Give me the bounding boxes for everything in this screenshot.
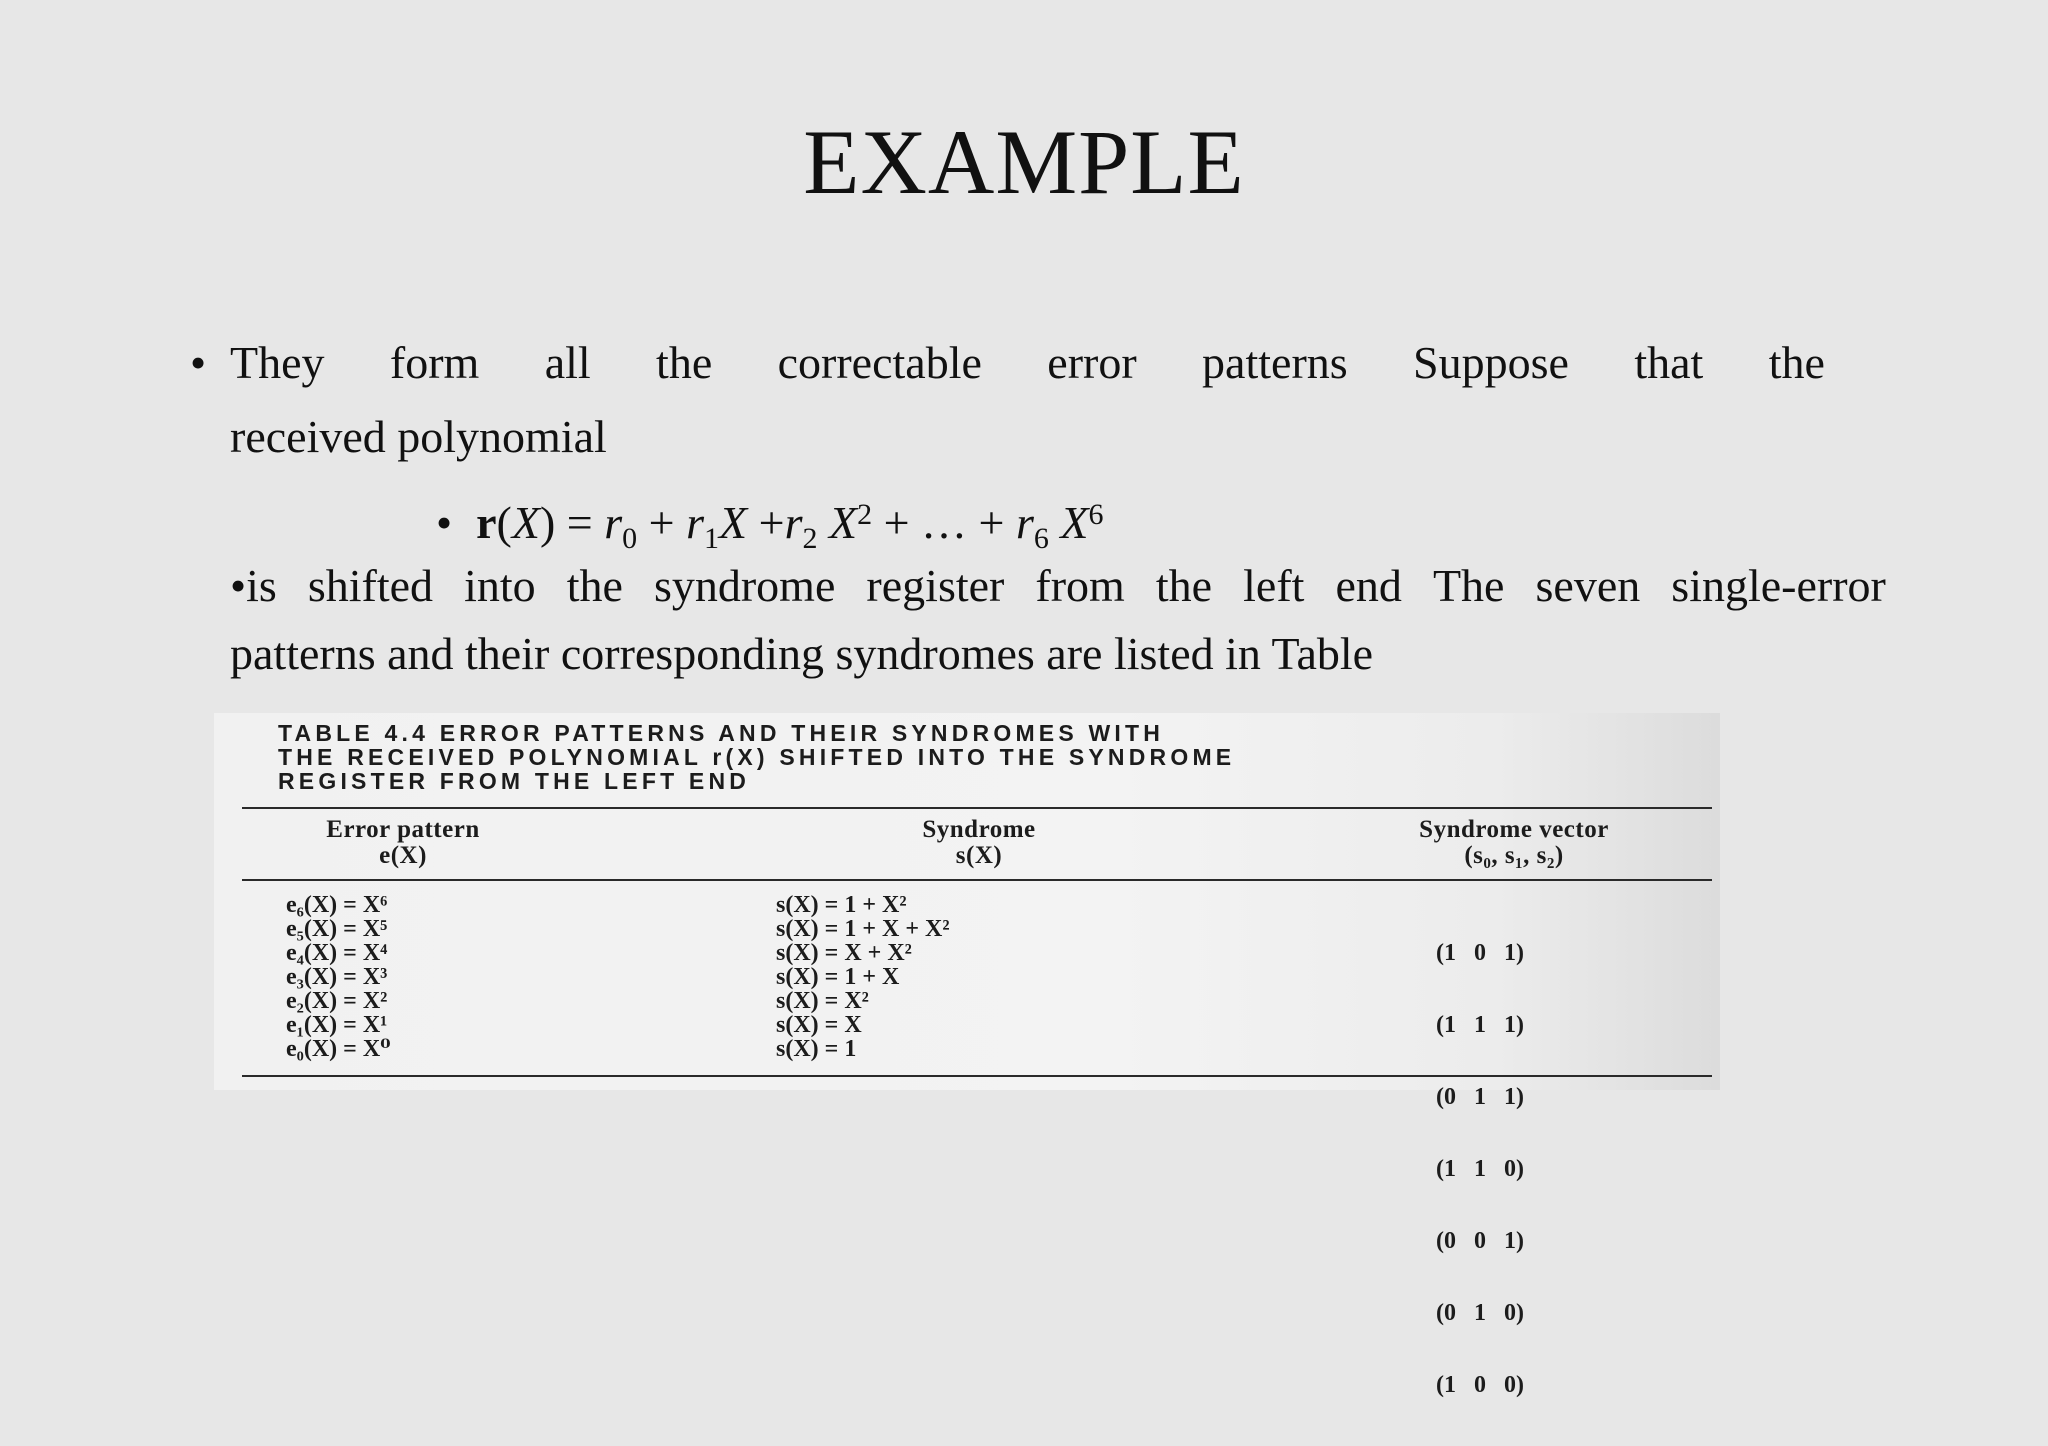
bullet-line-1: They form all the correctable error patterns Suppose that the <box>230 337 1825 388</box>
table-row: s(X) = 1 + X² <box>776 892 907 918</box>
table-row: (1 0 1) <box>1436 940 1524 966</box>
table-row: e₅(X) = X⁵ <box>286 916 388 942</box>
table-row: e₃(X) = X³ <box>286 964 388 990</box>
syndrome-table-image <box>214 713 1720 1398</box>
header-error-pattern: Error pattern e(X) <box>326 816 480 869</box>
received-polynomial-formula: • $r(X) = r_0 + r_1X +r_2$ $X^2$ + … + $r_6$ $X^6$ <box>436 497 1104 555</box>
table-row: s(X) = X² <box>776 988 869 1014</box>
paragraph-line-1: •is shifted into the syndrome register from the left end The seven single-error <box>230 560 1886 611</box>
table-row: s(X) = X <box>776 1012 862 1038</box>
shift-register-paragraph <box>230 552 1886 688</box>
table-row: (0 1 1) <box>1436 1084 1524 1110</box>
table-row: (1 1 1) <box>1436 1012 1524 1038</box>
header-syndrome: Syndrome s(X) <box>922 816 1036 869</box>
sub-bullet-point: • <box>436 497 453 548</box>
header-syndrome-vector: Syndrome vector (s₀, s₁, s₂) <box>1419 816 1609 869</box>
table-row: (1 0 0) <box>1436 1372 1524 1398</box>
table-row: e₄(X) = X⁴ <box>286 940 388 966</box>
column-syndrome-vector <box>1436 893 1524 1445</box>
table-row: e₂(X) = X² <box>286 988 388 1014</box>
table-row: e₀(X) = X⁰ <box>286 1036 391 1062</box>
bullet-line-2: received polynomial <box>230 411 607 462</box>
table-header-rule <box>242 879 1712 881</box>
column-error-pattern <box>286 893 391 1061</box>
table-row: s(X) = 1 + X + X² <box>776 916 950 942</box>
table-bottom-rule <box>242 1075 1712 1077</box>
table-row: (1 1 0) <box>1436 1156 1524 1182</box>
table-row: s(X) = 1 <box>776 1036 857 1062</box>
table-caption: TABLE 4.4 ERROR PATTERNS AND THEIR SYNDROMES WITH THE RECEIVED POLYNOMIAL r(X) SHIFTED INTO THE SYNDROME REGISTER FROM THE LEFT END <box>278 720 1236 794</box>
slide-title: EXAMPLE <box>803 111 1245 213</box>
bullet-point: • <box>190 337 207 388</box>
table-row: e₁(X) = X¹ <box>286 1012 388 1038</box>
column-syndrome <box>776 893 950 1061</box>
paragraph-line-2: patterns and their corresponding syndromes are listed in Table <box>230 628 1374 679</box>
table-row: e₆(X) = X⁶ <box>286 892 388 918</box>
table-row: (0 1 0) <box>1436 1300 1524 1326</box>
table-row: s(X) = X + X² <box>776 940 912 966</box>
table-row: s(X) = 1 + X <box>776 964 900 990</box>
table-row: (0 0 1) <box>1436 1228 1524 1254</box>
table-top-rule <box>242 807 1712 809</box>
